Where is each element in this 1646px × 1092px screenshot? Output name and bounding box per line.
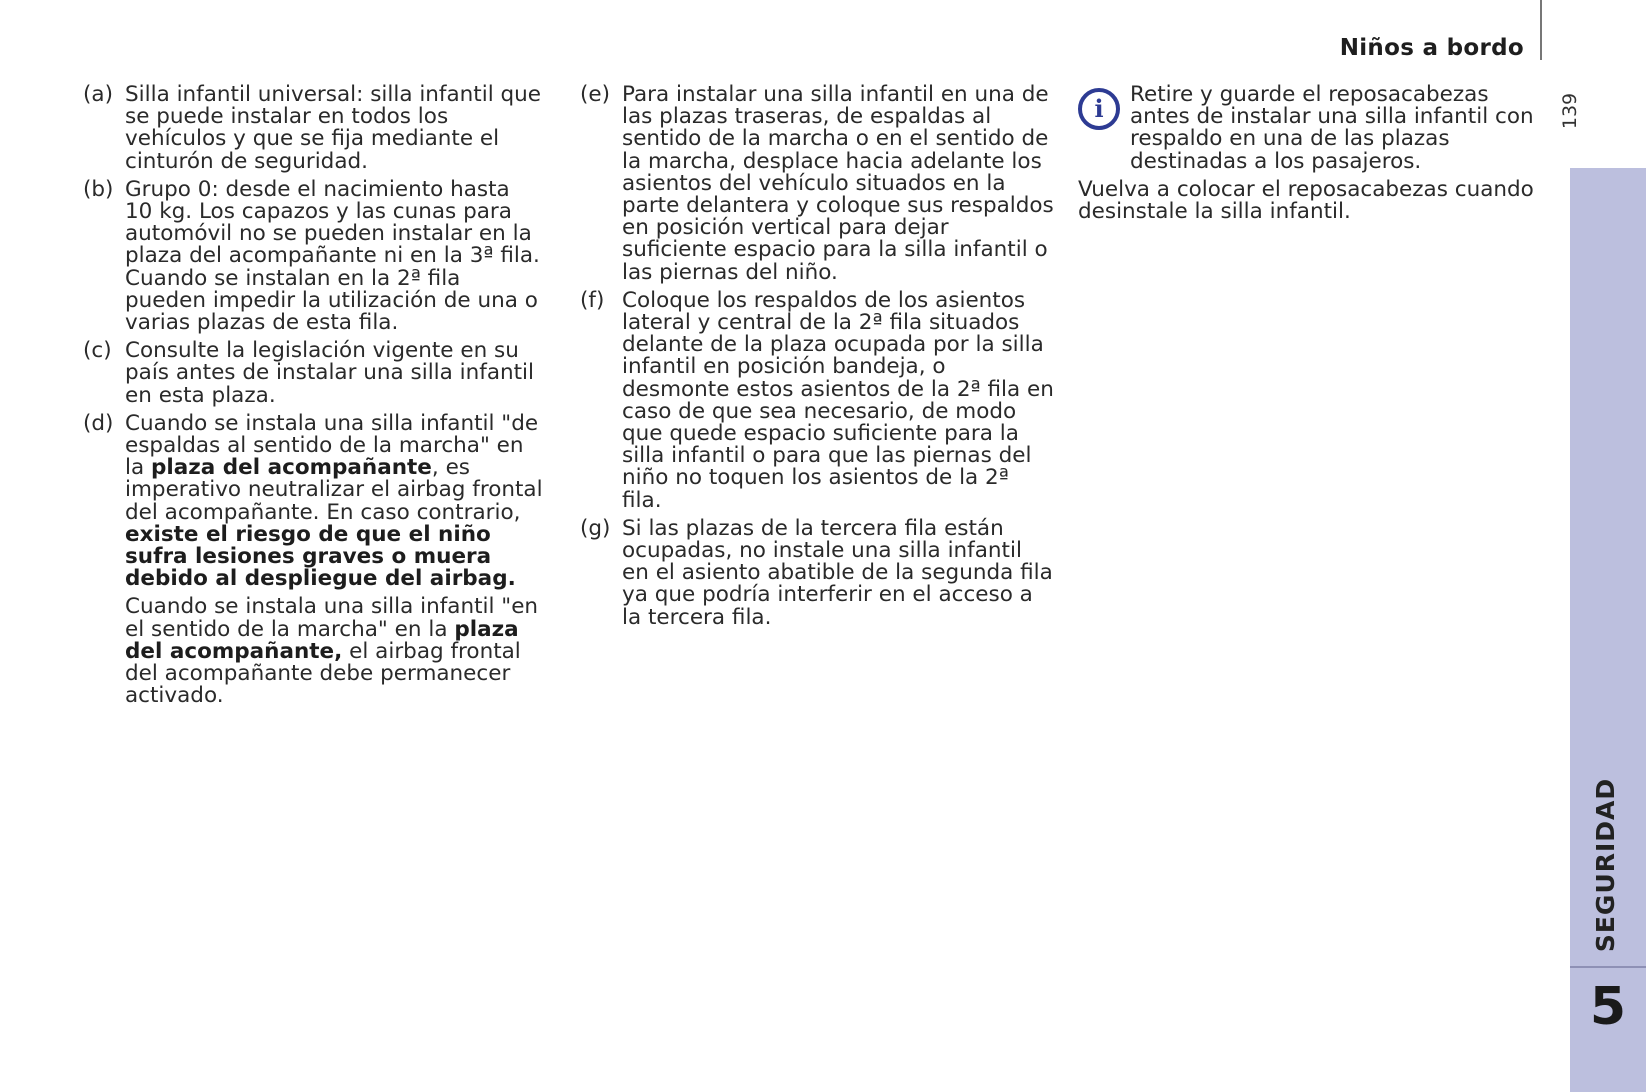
text-run: , es imperativo neutralizar el airbag frontal del acompañante. En caso contrario, [125,455,543,525]
column-right [1078,84,1538,223]
column-left [83,84,543,707]
warning-text: existe el riesgo de que el niño sufra lesiones graves o muera debido al despliegue del airbag. [125,521,516,592]
item-letter: (a) [83,82,113,107]
item-letter: (b) [83,176,114,202]
item-letter: (e) [580,82,611,107]
item-text: Silla infantil universal: silla infantil que se puede instalar en todos los vehículos y que se fija mediante el cinturón de seguridad. [125,82,542,174]
info-icon: i [1078,88,1120,130]
item-text: Coloque los respaldos de los asientos lateral y central de la 2ª fila situados delante de la plaza ocupada por la silla infantil en posición bandeja, o desmonte estos asientos de la 2ª fila en caso de que sea necesario, de modo que quede espacio suficiente para la silla infantil o para que las piernas del niño no toquen los asientos de la 2ª fila. [622,287,1054,513]
item-text [125,410,543,592]
page-number: 139 [1559,92,1581,130]
text-run: el airbag frontal del acompañante debe permanecer activado. [125,638,521,709]
bold-text: plaza del acompañante [150,455,432,481]
chapter-tab-divider [1570,966,1646,968]
item-letter: (d) [83,410,114,436]
list-item-c [83,340,543,407]
list-item-a [83,84,543,173]
list-item-e [580,84,1055,284]
info-text: Retire y guarde el reposacabezas antes de instalar una silla infantil con respaldo en una de las plazas destinadas a los pasajeros. [1130,82,1534,174]
paragraph-d-continued [83,596,543,707]
item-letter: (g) [580,515,611,541]
header-divider [1540,0,1542,60]
list-item-b [83,176,543,336]
info-note [1078,84,1538,173]
item-text: Consulte la legislación vigente en su país antes de instalar una silla infantil en esta plaza. [125,338,535,408]
item-text: Si las plazas de la tercera fila están ocupadas, no instale una silla infantil en el asiento abatible de la segunda fila ya que podría interferir en el acceso a la tercera fila. [622,515,1053,630]
text-run: Cuando se instala una silla infantil "de espaldas al sentido de la marcha" en la [125,410,539,481]
note-text: Vuelva a colocar el reposacabezas cuando desinstale la silla infantil. [1078,176,1534,225]
item-text: Para instalar una silla infantil en una de las plazas traseras, de espaldas al sentido de la marcha o en el sentido de la marcha, desplace hacia adelante los asientos del vehículo situados en la parte delantera y coloque sus respaldos en posición vertical para dejar suficiente espacio para la silla infantil o las piernas del niño. [622,82,1054,285]
item-letter: (f) [580,287,605,313]
item-letter: (c) [83,338,112,364]
chapter-tab-label: SEGURIDAD [1591,777,1620,953]
list-item-f [580,287,1055,513]
bold-text: plaza del acompañante, [125,616,519,664]
text-run: Cuando se instala una silla infantil "en el sentido de la marcha" en la [125,594,539,642]
page-title: Niños a bordo [1339,35,1524,61]
item-text: Grupo 0: desde el nacimiento hasta 10 kg. Los capazos y las cunas para automóvil no se pueden instalar en la plaza del acompañante ni en la 3ª fila. Cuando se instalan en la 2ª fila pueden impedir la utilización de una o varias plazas de esta fila. [125,176,540,336]
chapter-number: 5 [1589,977,1627,1037]
list-item-d [83,410,543,592]
list-item-g [580,515,1055,630]
column-middle [580,84,1055,635]
